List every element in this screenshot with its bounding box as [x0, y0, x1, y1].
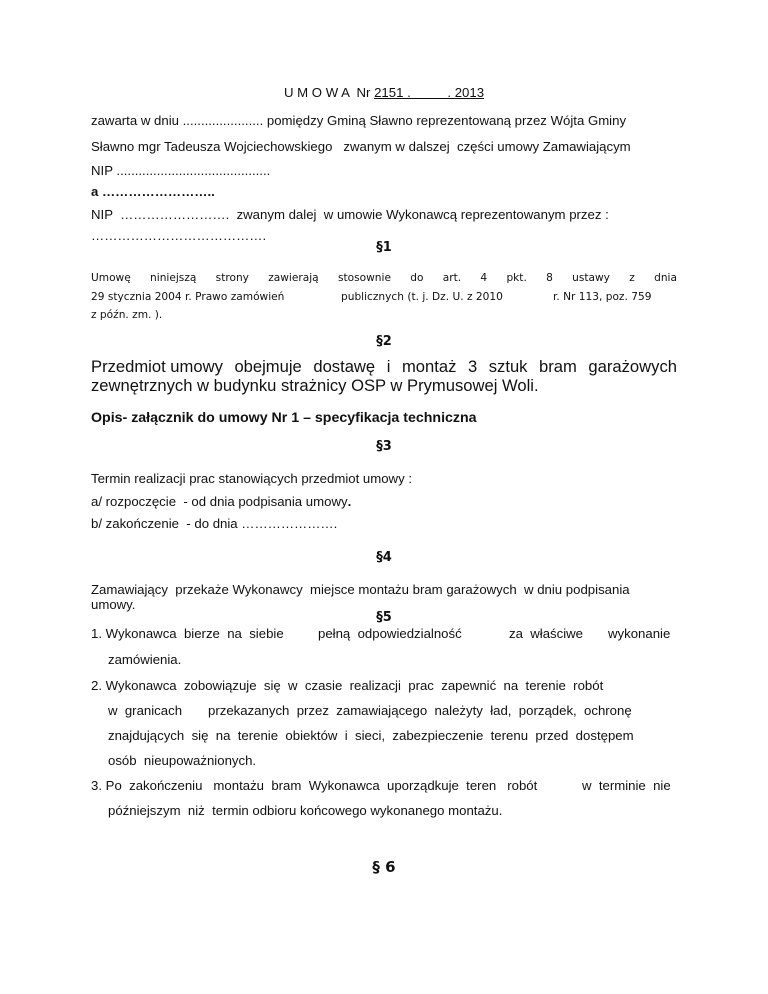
section-5-item-1-d: wykonanie [608, 626, 671, 641]
section-5-item-2-line-1: 2. Wykonawca zobowiązuje się w czasie realizacji prac zapewnić na terenie robót [91, 678, 604, 693]
contract-title: U M O W A Nr 2151 . . 2013 [283, 85, 485, 100]
attachment-heading: Opis- załącznik do umowy Nr 1 – specyfikacja techniczna [91, 410, 477, 426]
section-2-line-1: Przedmiot umowy obejmuje dostawę i montaż 3 sztuk bram garażowych [91, 357, 677, 376]
section-4-line-1: Zamawiający przekaże Wykonawcy miejsce montażu bram garażowych w dniu podpisania [91, 582, 630, 597]
parties-nip-line: NIP .......................................... [91, 163, 271, 178]
section-3-line-3: b/ zakończenie - do dnia …………………. [91, 516, 338, 531]
section-5-item-2-line-3: znajdujących się na terenie obiektów i sieci, zabezpieczenie terenu przed dostępem [108, 728, 634, 743]
section-5-item-1-b: pełną odpowiedzialność [318, 626, 462, 641]
section-5-item-1-a: 1. Wykonawca bierze na siebie [91, 626, 284, 641]
section-3-heading: §3 [376, 439, 392, 454]
contractor-line: a …………………….. [91, 184, 215, 199]
section-2-line-2: zewnętrznych w budynku strażnicy OSP w Prymusowej Woli. [91, 376, 539, 395]
section-1-line-3: z późn. zm. ). [91, 309, 163, 321]
section-5-item-3-line-1-b: w terminie nie [582, 778, 671, 793]
section-5-item-2-line-2-b: przekazanych przez zamawiającego należyty ład, porządek, ochronę [208, 703, 632, 718]
section-5-item-3-line-2: późniejszym niż termin odbioru końcowego wykonanego montażu. [108, 803, 503, 818]
contract-number: 2151 . . 2013 [374, 85, 485, 100]
section-5-item-2-line-2-a: w granicach [108, 703, 183, 718]
section-3-line-1: Termin realizacji prac stanowiących przedmiot umowy : [91, 471, 413, 486]
section-5-heading: §5 [376, 610, 392, 625]
section-5-item-3-line-1-a: 3. Po zakończeniu montażu bram Wykonawca uporządkuje teren robót [91, 778, 538, 793]
section-2-heading: §2 [376, 334, 392, 349]
section-5-item-1-c: za właściwe [509, 626, 584, 641]
section-4-line-2: umowy. [91, 597, 136, 612]
section-1-line-2-right: r. Nr 113, poz. 759 [553, 291, 652, 303]
section-3-line-2: a/ rozpoczęcie - od dnia podpisania umowy. [91, 494, 352, 509]
section-6-heading: § 6 [372, 858, 396, 876]
section-1-line-2-middle: publicznych (t. j. Dz. U. z 2010 [341, 291, 503, 303]
parties-line-2: Sławno mgr Tadeusza Wojciechowskiego zwanym w dalszej części umowy Zamawiającym [91, 139, 631, 154]
section-1-heading: §1 [376, 240, 392, 255]
section-4-heading: §4 [376, 550, 392, 565]
parties-line-1: zawarta w dniu ...................... pomiędzy Gminą Sławno reprezentowaną przez Wójta Gminy [91, 113, 627, 128]
representative-line: …………………………………. [91, 228, 267, 243]
section-5-item-1-line-2: zamówienia. [108, 652, 182, 667]
section-1-line-1: Umowę niniejszą strony zawierają stosownie do art. 4 pkt. 8 ustawy z dnia [91, 272, 677, 284]
section-5-item-2-line-4: osób nieupoważnionych. [108, 753, 257, 768]
section-1-line-2-left: 29 stycznia 2004 r. Prawo zamówień [91, 291, 285, 303]
contractor-nip-line: NIP ……………………. zwanym dalej w umowie Wykonawcą reprezentowanym przez : [91, 207, 609, 222]
